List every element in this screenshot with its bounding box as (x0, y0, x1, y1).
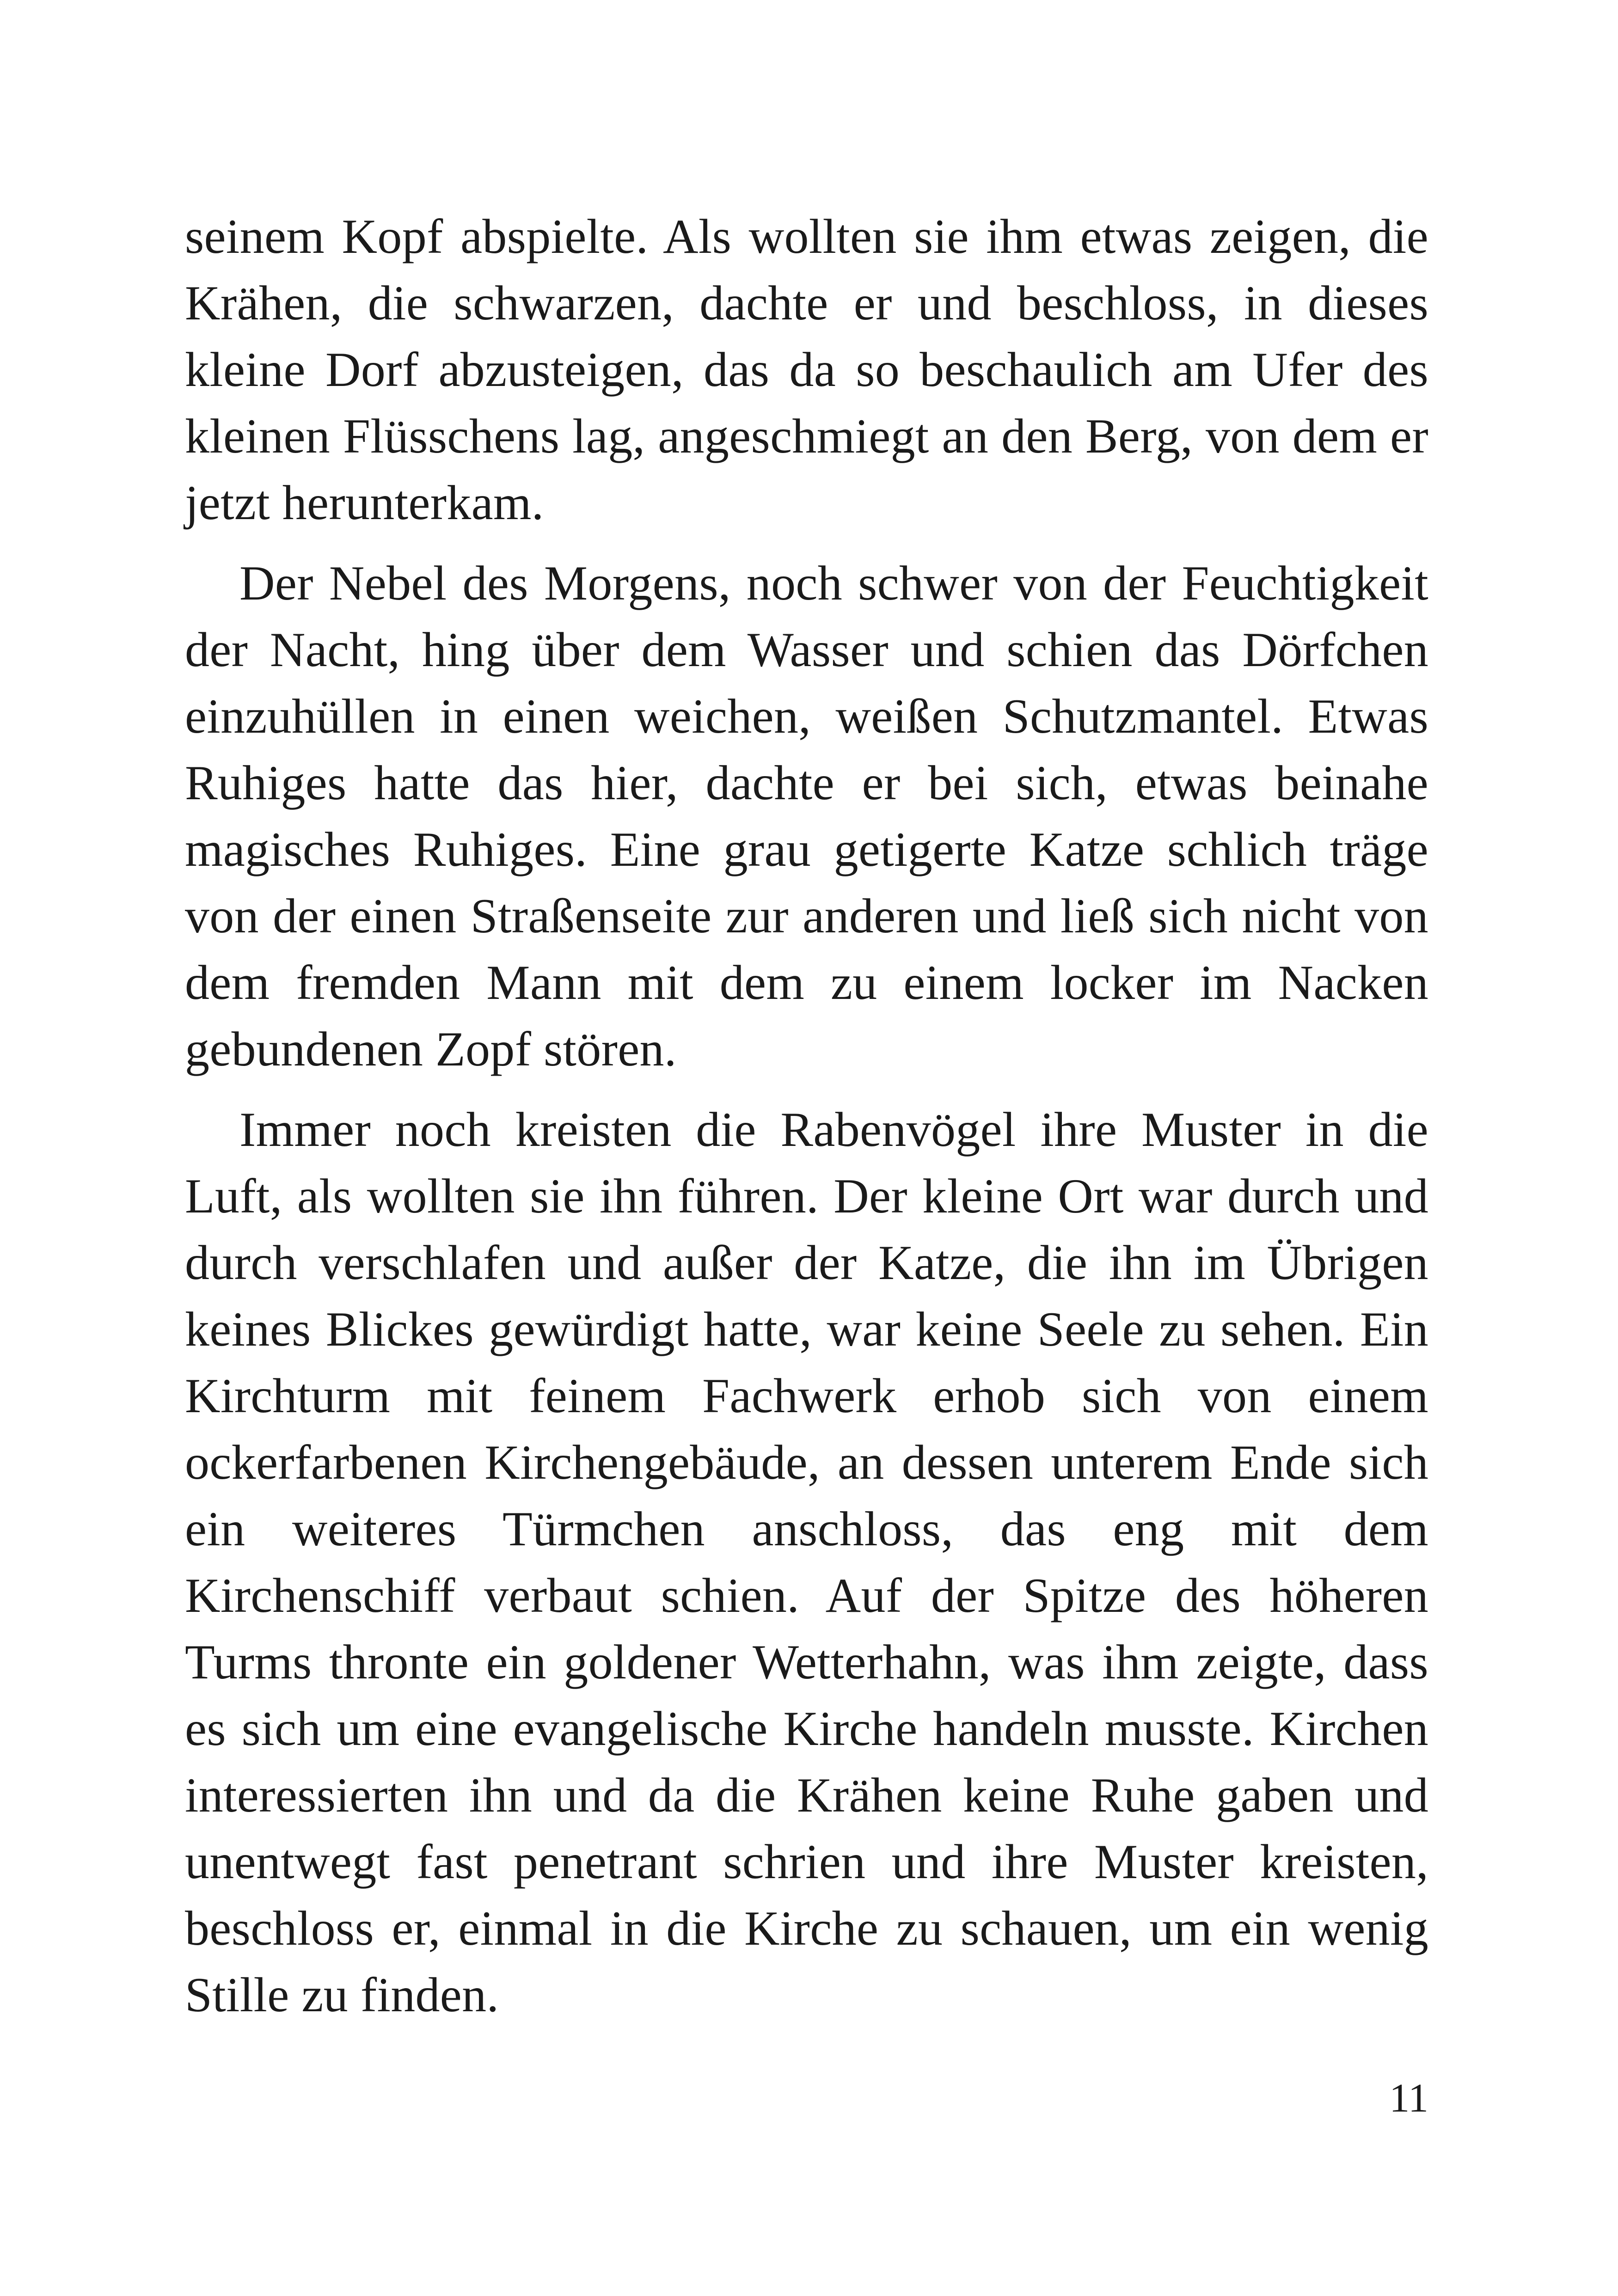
paragraph-3: Immer noch kreisten die Rabenvögel ihre Muster in die Luft, als wollten sie ihn führen. Der kleine Ort war durch und durch verschlafen und außer der Katze, die ihn im Übrigen keines Blickes gewürdigt hatte, war keine Seele zu sehen. Ein Kirchturm mit feinem Fachwerk erhob sich von einem ockerfarbenen Kirchengebäude, an dessen unterem Ende sich ein weiteres Türmchen anschloss, das eng mit dem Kirchenschiff verbaut schien. Auf der Spitze des höheren Turms thronte ein goldener Wetterhahn, was ihm zeigte, dass es sich um eine evangelische Kirche handeln musste. Kirchen interessierten ihn und da die Krähen keine Ruhe gaben und unentwegt fast penetrant schrien und ihre Muster kreisten, beschloss er, einmal in die Kirche zu schauen, um ein wenig Stille zu finden. (185, 1102, 1428, 2022)
paragraph-2: Der Nebel des Morgens, noch schwer von der Feuchtigkeit der Nacht, hing über dem Wasser und schien das Dörfchen einzuhüllen in einen weichen, weißen Schutzmantel. Etwas Ruhiges hatte das hier, dachte er bei sich, etwas beinahe magisches Ruhiges. Eine grau getigerte Katze schlich träge von der einen Straßenseite zur anderen und ließ sich nicht von dem fremden Mann mit dem zu einem locker im Nacken gebundenen Zopf stören. (185, 556, 1428, 1076)
body-text (185, 203, 1428, 2028)
page-number: 11 (1389, 2076, 1428, 2121)
paragraph-1: seinem Kopf abspielte. Als wollten sie ihm etwas zeigen, die Krähen, die schwarzen, dachte er und beschloss, in dieses kleine Dorf abzusteigen, das da so beschaulich am Ufer des kleinen Flüsschens lag, angeschmiegt an den Berg, von dem er jetzt herunterkam. (185, 209, 1428, 530)
book-page (185, 203, 1428, 2191)
